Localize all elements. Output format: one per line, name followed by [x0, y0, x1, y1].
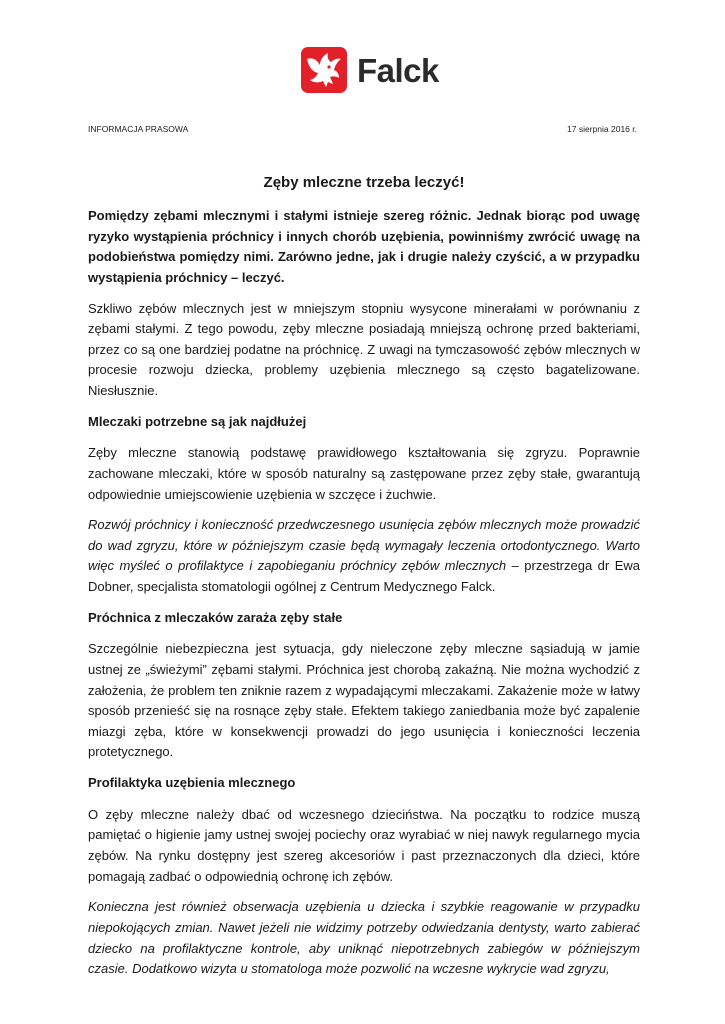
section-heading-milk-teeth: Mleczaki potrzebne są jak najdłużej [88, 413, 307, 429]
paragraph-quote [88, 515, 640, 597]
logo-wordmark: Falck [357, 52, 439, 89]
falck-logo [301, 45, 439, 95]
paragraph-hygiene: O zęby mleczne należy dbać od wczesnego dzieciństwa. Na początku to rodzice muszą pamiętać o higienie jamy ustnej swojej pociechy oraz wyrabiać w niej nawyk regularnego mycia zębów. Na rynku dostępny jest szereg akcesoriów i past przeznaczonych dla dzieci, które pomagają zadbać o odpowiednią ochronę ich zębów. [88, 806, 640, 884]
expert-quote: Rozwój próchnicy i konieczność przedwczesnego usunięcia zębów mlecznych może prowadzić do wad zgryzu, które w późniejszym czasie będą wymagały leczenia ortodontycznego. Warto więc myśleć o profilaktyce i zapobieganiu próchnicy zębów mlecznych [88, 517, 640, 574]
section-heading-caries: Próchnica z mleczaków zaraża zęby stałe [88, 609, 343, 625]
paragraph-checkups [88, 897, 640, 979]
document-date: 17 sierpnia 2016 r. [567, 124, 637, 134]
paragraph-bite: Zęby mleczne stanowią podstawę prawidłowego kształtowania się zgryzu. Poprawnie zachowane mleczaki, które w sposób naturalny są zastępowane przez zęby stałe, gwarantują odpowiednie umiejscowienie uzębienia w szczęce i żuchwie. [88, 445, 640, 502]
lead-paragraph: Pomiędzy zębami mlecznymi i stałymi istnieje szereg różnic. Jednak biorąc pod uwagę ryzyko wystąpienia próchnicy i innych chorób uzębienia, powinniśmy zwrócić uwagę na podobieństwa pomiędzy nimi. Zarówno jedne, jak i drugie należy czyścić, a w przypadku wystąpienia próchnicy – leczyć. [88, 208, 640, 285]
document-header [88, 124, 637, 134]
article-title: Zęby mleczne trzeba leczyć! [263, 174, 465, 191]
eagle-icon [301, 47, 347, 93]
article-body [88, 172, 640, 990]
paragraph-enamel: Szkliwo zębów mlecznych jest w mniejszym stopniu wysycone minerałami w porównaniu z zębami stałymi. Z tego powodu, zęby mleczne posiadają mniejszą ochronę przed bakteriami, przez co są one bardziej podatne na próchnicę. Z uwagi na tymczasowość zębów mlecznych w procesie rozwoju dziecka, problemy uzębienia mlecznego są często bagatelizowane. Niesłusznie. [88, 300, 640, 398]
document-type: INFORMACJA PRASOWA [88, 124, 189, 134]
italic-paragraph: Konieczna jest również obserwacja uzębienia u dziecka i szybkie reagowanie w przypadku niepokojących zmian. Nawet jeżeli nie widzimy potrzeby odwiedzania dentysty, warto zabierać dziecko na profilaktyczne kontrole, aby uniknąć niepotrzebnych zabiegów w późniejszym czasie. Dodatkowo wizyta u stomatologa może pozwolić na wczesne wykrycie wad zgryzu, [88, 899, 640, 977]
section-heading-prevention: Profilaktyka uzębienia mlecznego [88, 775, 296, 791]
quote-attribution: – przestrzega dr Ewa Dobner, specjalista stomatologii ogólnej z Centrum Medycznego Falck. [88, 558, 640, 595]
paragraph-infection: Szczególnie niebezpieczna jest sytuacja, gdy nieleczone zęby mleczne sąsiadują w jamie ustnej ze „świeżymi” zębami stałymi. Próchnica jest chorobą zakaźną. Nie można wychodzić z założenia, że problem ten zniknie razem z wypadającymi mleczakami. Zakażenie może w łatwy sposób przenieść się na rosnące zęby stałe. Efektem takiego zaniedbania może być zapalenie miazgi zęba, które w konsekwencji prowadzi do jego usunięcia i konieczności leczenia protetycznego. [88, 641, 640, 760]
